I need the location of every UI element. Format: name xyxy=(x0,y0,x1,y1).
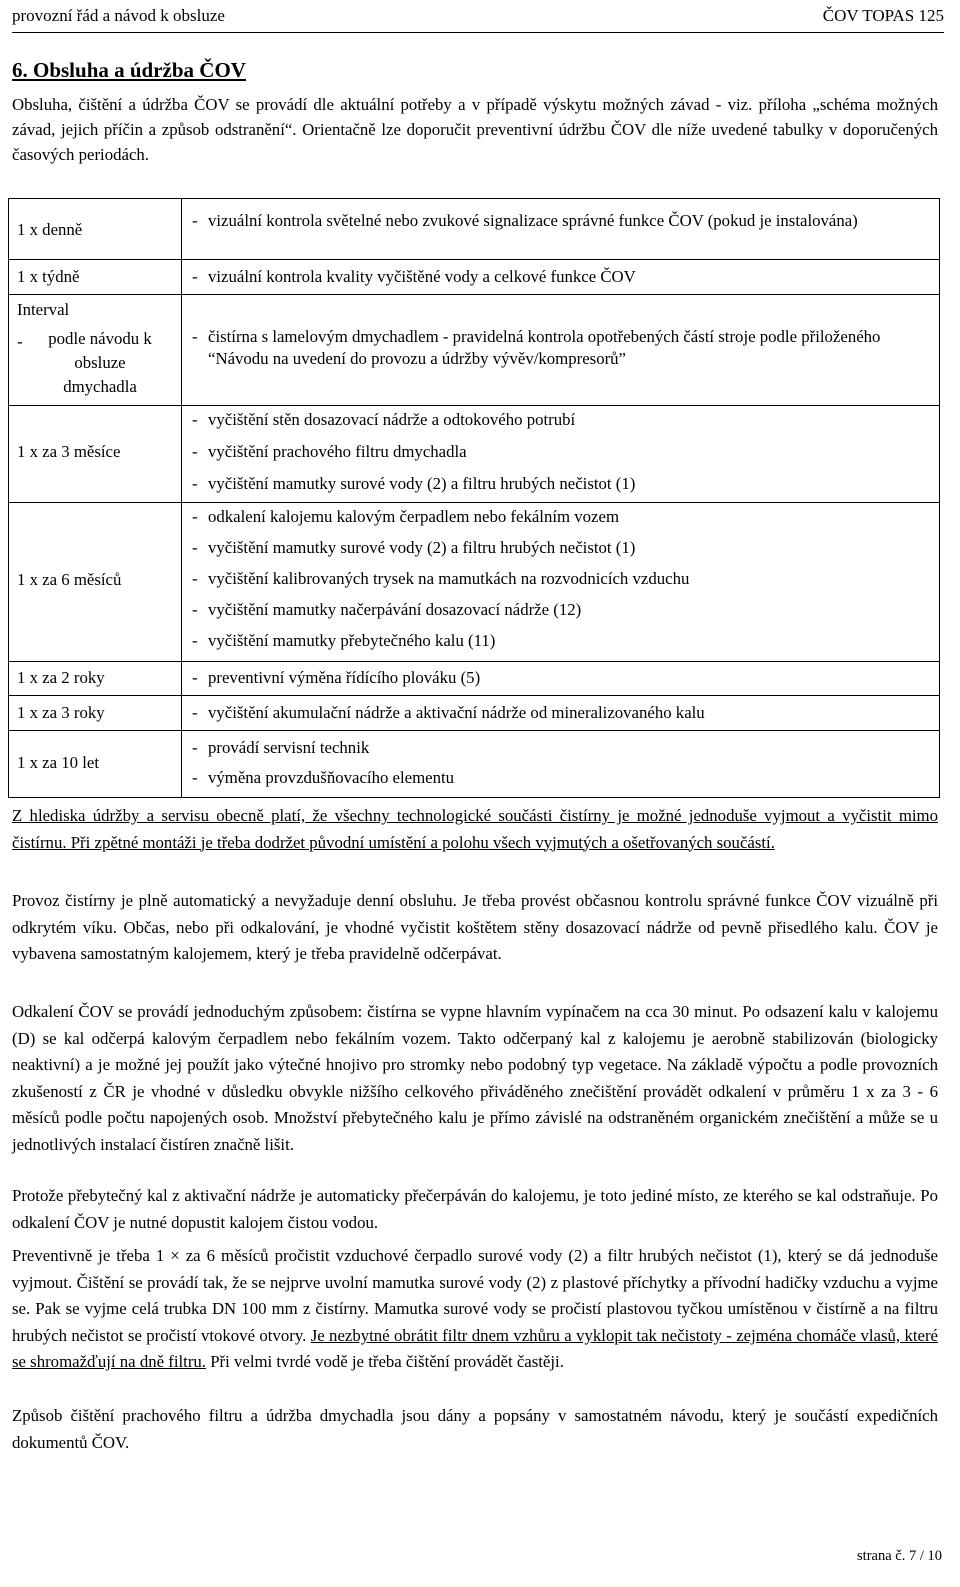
operation-paragraph: Provoz čistírny je plně automatický a nevyžaduje denní obsluhu. Je třeba provést občasnou kontrolu správné funkce ČOV vizuálně při odkrytém víku. Občas, nebo při odkalování, je vhodné vyčistit koštětem stěny dosazovací nádrže od pevně přisedlého kalu. ČOV je vybavena samostatným kalojemem, který je třeba pravidelně odčerpávat. xyxy=(12,891,938,964)
task-item: - vizuální kontrola kvality vyčištěné vody a celkové funkce ČOV xyxy=(192,267,636,286)
task-item: - vyčištění prachového filtru dmychadla xyxy=(192,442,467,461)
period-label: Interval xyxy=(17,300,70,319)
table-row xyxy=(9,199,940,260)
table-row xyxy=(9,295,940,406)
desludging-paragraph: Odkalení ČOV se provádí jednoduchým způsobem: čistírna se vypne hlavním vypínačem na cca 30 minut. Po odsazení kalu v kalojemu (D) se kal odčerpá kalovým čerpadlem nebo fekálním vozem. Takto odčerpaný kal z kalojemu je aerobně stabilizován (biologicky neaktivní) a je možné jej použít jako výtečné hnojivo pro stromky nebo podobný typ vegetace. Na základě výpočtu a podle provozních zkušeností z ČR je vhodné v důsledku obvykle nižšího celkového přiváděného znečištění provádět odkalení v průměru 1 x za 3 - 6 měsíců podle počtu napojených osob. Množství přebytečného kalu je přímo závislé na odstraněném organickém znečištění a může se u jednotlivých instalací čistíren značně lišit. xyxy=(12,1002,938,1154)
preventive-cleaning-paragraph: Preventivně je třeba 1 × za 6 měsíců pročistit vzduchové čerpadlo surové vody (2) a filtr hrubých nečistot (1), který se dá jednoduše vyjmout. Čištění se provádí tak, že se nejprve uvolní mamutka surové vody (2) z plastové příchytky a přívodní hadičky vzduchu a vyjme se. Pak se vyjme celá trubka DN 100 mm z čistírny. Mamutka surové vody se pročistí plastovou tyčkou umístěnou v čistírně a na filtru hrubých nečistot se pročistí vtokové otvory. Je nezbytné obrátit filtr dnem vzhůru a vyklopit tak nečistoty - zejména chomáče vlasů, které se shromažďují na dně filtru. Při velmi tvrdé vodě je třeba čištění provádět častěji. xyxy=(12,1246,938,1372)
period-cell xyxy=(9,503,182,662)
excess-sludge-paragraph: Protože přebytečný kal z aktivační nádrže je automaticky přečerpáván do kalojemu, je toto jediné místo, ze kterého se kal odstraňuje. Po odkalení ČOV je nutné dopustit kalojem čistou vodou. xyxy=(12,1186,938,1232)
task-cell xyxy=(182,406,940,503)
table-row xyxy=(9,731,940,798)
task-item: - vyčištění mamutky surové vody (2) a filtru hrubých nečistot (1) xyxy=(192,538,636,557)
header-doc-title: provozní řád a návod k obsluze xyxy=(12,6,225,25)
task-cell xyxy=(182,503,940,662)
page-header xyxy=(12,2,944,33)
servicing-note-paragraph: Z hlediska údržby a servisu obecně platí, že všechny technologické součásti čistírny je možné jednoduše vyjmout a vyčistit mimo čistírnu. Při zpětné montáži je třeba dodržet původní umístění a polohu všech vyjmutých a ošetřovaných součástí. xyxy=(12,806,938,852)
task-item: - preventivní výměna řídícího plováku (5) xyxy=(192,668,481,687)
page-number: strana č. 7 / 10 xyxy=(857,1548,942,1564)
table-row xyxy=(9,503,940,662)
task-item: - vyčištění kalibrovaných trysek na mamutkách na rozvodnicích vzduchu xyxy=(192,569,690,588)
interval-sub-label: podle návodu k obsluze dmychadla xyxy=(48,329,152,396)
task-cell xyxy=(182,662,940,696)
task-cell xyxy=(182,295,940,406)
task-cell xyxy=(182,696,940,731)
period-cell xyxy=(9,696,182,731)
period-cell xyxy=(9,731,182,798)
period-label: 1 x týdně xyxy=(17,267,80,286)
task-item: - provádí servisní technik xyxy=(192,738,370,757)
period-label: 1 x za 6 měsíců xyxy=(17,570,122,589)
period-label: 1 x za 10 let xyxy=(17,753,100,772)
maintenance-table xyxy=(8,198,940,798)
table-row xyxy=(9,696,940,731)
task-item: - odkalení kalojemu kalovým čerpadlem nebo fekálním vozem xyxy=(192,507,620,526)
task-item: - vyčištění mamutky surové vody (2) a filtru hrubých nečistot (1) xyxy=(192,474,636,493)
interval-sub-dash: - xyxy=(17,332,23,351)
task-item: - výměna provzdušňovacího elementu xyxy=(192,768,455,787)
period-cell xyxy=(9,199,182,260)
period-label: 1 x za 3 měsíce xyxy=(17,442,121,461)
table-row xyxy=(9,406,940,503)
blower-maintenance-paragraph: Způsob čištění prachového filtru a údržba dmychadla jsou dány a popsány v samostatném návodu, který je součástí expedičních dokumentů ČOV. xyxy=(12,1406,938,1452)
task-item: - vizuální kontrola světelné nebo zvukové signalizace správné funkce ČOV (pokud je instalována) xyxy=(192,211,858,230)
intro-paragraph: Obsluha, čištění a údržba ČOV se provádí dle aktuální potřeby a v případě výskytu možných závad - viz. příloha „schéma možných závad, jejich příčin a způsob odstranění“. Orientačně lze doporučit preventivní údržbu ČOV dle níže uvedené tabulky v doporučených časových periodách. xyxy=(12,95,938,164)
period-label: 1 x za 3 roky xyxy=(17,703,105,722)
task-cell xyxy=(182,199,940,260)
task-cell xyxy=(182,260,940,295)
period-cell xyxy=(9,406,182,503)
table-row xyxy=(9,662,940,696)
section-title: 6. Obsluha a údržba ČOV xyxy=(12,58,246,82)
period-cell xyxy=(9,662,182,696)
period-label: 1 x denně xyxy=(17,220,83,239)
task-item: - vyčištění stěn dosazovací nádrže a odtokového potrubí xyxy=(192,410,576,429)
task-cell xyxy=(182,731,940,798)
header-product-name: ČOV TOPAS 125 xyxy=(822,6,944,25)
task-item: - vyčištění akumulační nádrže a aktivační nádrže od mineralizovaného kalu xyxy=(192,703,705,722)
table-row xyxy=(9,260,940,295)
task-item: - čistírna s lamelovým dmychadlem - pravidelná kontrola opotřebených částí stroje podle přiloženého “Návodu na uvedení do provozu a údržby vývěv/kompresorů” xyxy=(192,327,881,368)
period-label: 1 x za 2 roky xyxy=(17,668,105,687)
period-cell xyxy=(9,260,182,295)
period-cell xyxy=(9,295,182,406)
task-item: - vyčištění mamutky načerpávání dosazovací nádrže (12) xyxy=(192,600,582,619)
task-item: - vyčištění mamutky přebytečného kalu (11) xyxy=(192,631,496,650)
